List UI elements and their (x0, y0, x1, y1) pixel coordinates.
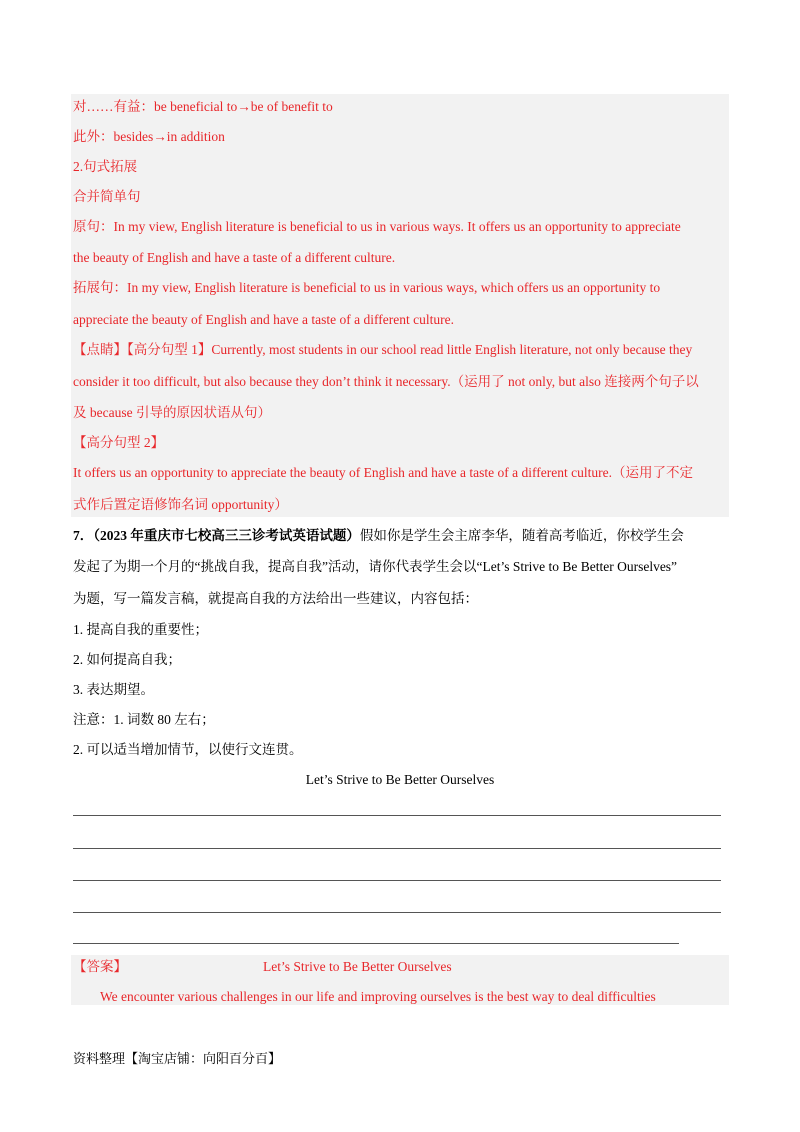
question-source: （2023 年重庆市七校高三三诊考试英语试题） (93, 528, 360, 543)
text-line: 【点睛】【高分句型 1】Currently, most students in our school read little English literature, not only because they (73, 342, 693, 357)
text-line: 拓展句：In my view, English literature is beneficial to us in various ways, which offers us an opportunity to (73, 280, 661, 295)
text-line: 3. 表达期望。 (73, 682, 154, 697)
text-line: 及 because 引导的原因状语从句） (73, 405, 271, 420)
text-line: appreciate the beauty of English and have a taste of a different culture. (73, 312, 454, 327)
text-line: 2. 可以适当增加情节，以使行文连贯。 (73, 742, 303, 757)
text-line: 原句：In my view, English literature is beneficial to us in various ways. It offers us an opportunity to appreciate (73, 219, 681, 234)
text-line: It offers us an opportunity to appreciate the beauty of English and have a taste of a different culture.（运用了不定 (73, 465, 693, 480)
writing-line (73, 912, 721, 913)
text-line: 此外：besides→in addition (73, 129, 225, 144)
footer-text: 资料整理【淘宝店铺：向阳百分百】 (73, 1051, 282, 1066)
text-line: 1. 提高自我的重要性； (73, 622, 208, 637)
text-line: the beauty of English and have a taste of a different culture. (73, 250, 396, 265)
question-text: 假如你是学生会主席李华，随着高考临近，你校学生会 (359, 528, 684, 543)
question-heading (73, 527, 684, 545)
writing-line (73, 880, 721, 881)
writing-line (73, 943, 679, 944)
text-line: consider it too difficult, but also because they don’t think it necessary.（运用了 not only, but also 连接两个句子以 (73, 374, 699, 389)
text-line: 注意：1. 词数 80 左右； (73, 712, 215, 727)
question-number: 7． (73, 528, 94, 543)
text-line: 为题，写一篇发言稿，就提高自我的方法给出一些建议，内容包括： (73, 591, 478, 606)
text-line: 对……有益：be beneficial to→be of benefit to (73, 99, 333, 114)
text-line: 2.句式拓展 (73, 159, 138, 174)
essay-title: Let’s Strive to Be Better Ourselves (305, 772, 495, 787)
answer-text: We encounter various challenges in our life and improving ourselves is the best way to deal difficulties (100, 989, 656, 1004)
writing-line (73, 815, 721, 816)
answer-title: Let’s Strive to Be Better Ourselves (263, 959, 452, 974)
answer-label: 【答案】 (73, 959, 127, 974)
text-line: 【高分句型 2】 (73, 435, 165, 450)
writing-line (73, 848, 721, 849)
text-line: 式作后置定语修饰名词 opportunity） (73, 497, 288, 512)
answer-explanation-shade (71, 94, 729, 517)
text-line: 2. 如何提高自我； (73, 652, 181, 667)
text-line: 发起了为期一个月的“挑战自我，提高自我”活动，请你代表学生会以“Let’s Strive to Be Better Ourselves” (73, 559, 678, 574)
text-line: 合并简单句 (73, 189, 141, 204)
